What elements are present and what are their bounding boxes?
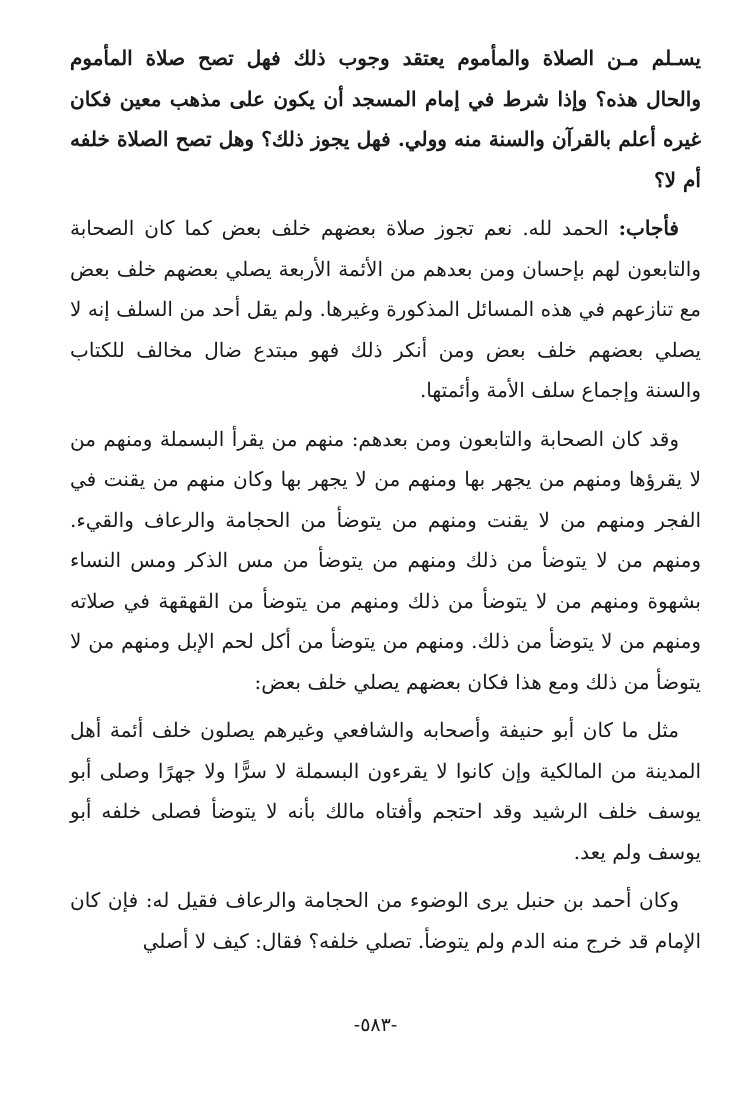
paragraph-companions: وقد كان الصحابة والتابعون ومن بعدهم: منهم من يقرأ البسملة ومنهم من لا يقرؤها ومنهم من يجهر بها ومنهم من لا يجهر بها وكان منهم من يقنت في الفجر ومنهم من لا يقنت ومنهم من يتوضأ من الحجامة والرعاف والقيء. ومنهم من لا يتوضأ من ذلك ومنهم من يتوضأ من مس الذكر ومس النساء بشهوة ومنهم من لا يتوضأ من ذلك ومنهم من يتوضأ من القهقهة في صلاته ومنهم من لا يتوضأ من ذلك. ومنهم من يتوضأ من أكل لحم الإبل ومنهم من لا يتوضأ من ذلك ومع هذا فكان بعضهم يصلي خلف بعض: bbox=[70, 426, 702, 694]
answer-text: الحمد لله. نعم تجوز صلاة بعضهم خلف بعض كما كان الصحابة والتابعون لهم بإحسان ومن بعدهم من الأئمة الأربعة يصلي بعضهم خلف بعض مع تنازعهم في هذه المسائل المذكورة وغيرها. ولم يقل أحد من السلف إنه لا يصلي بعضهم خلف بعض ومن أنكر ذلك فهو مبتدع ضال مخالف للكتاب والسنة وإجماع سلف الأمة وأئمتها. bbox=[70, 216, 701, 402]
paragraph-ahmad: وكان أحمد بن حنبل يرى الوضوء من الحجامة والرعاف فقيل له: فإن كان الإمام قد خرج منه الدم ولم يتوضأ. تصلي خلفه؟ فقال: كيف لا أصلي bbox=[70, 888, 701, 953]
page-number: -٥٨٣- bbox=[353, 1014, 398, 1036]
question-paragraph: يسـلم مـن الصلاة والمأموم يعتقد وجوب ذلك فهل تصح صلاة المأموم والحال هذه؟ وإذا شرط في إمام المسجد أن يكون على مذهب معين فكان غيره أعلم بالقرآن والسنة منه وولي. فهل يجوز ذلك؟ وهل تصح الصلاة خلفه أم لا؟ bbox=[70, 46, 701, 192]
paragraph-abu-hanifa: مثل ما كان أبو حنيفة وأصحابه والشافعي وغيرهم يصلون خلف أئمة أهل المدينة من المالكية وإن كانوا لا يقرءون البسملة لا سرًّا ولا جهرًا وصلى أبو يوسف خلف الرشيد وقد احتجم وأفتاه مالك بأنه لا يتوضأ فصلى خلفه أبو يوسف ولم يعد. bbox=[70, 718, 701, 864]
answer-lead: فأجاب: bbox=[618, 216, 679, 240]
answer-paragraph bbox=[70, 208, 701, 411]
page-body bbox=[70, 38, 701, 969]
